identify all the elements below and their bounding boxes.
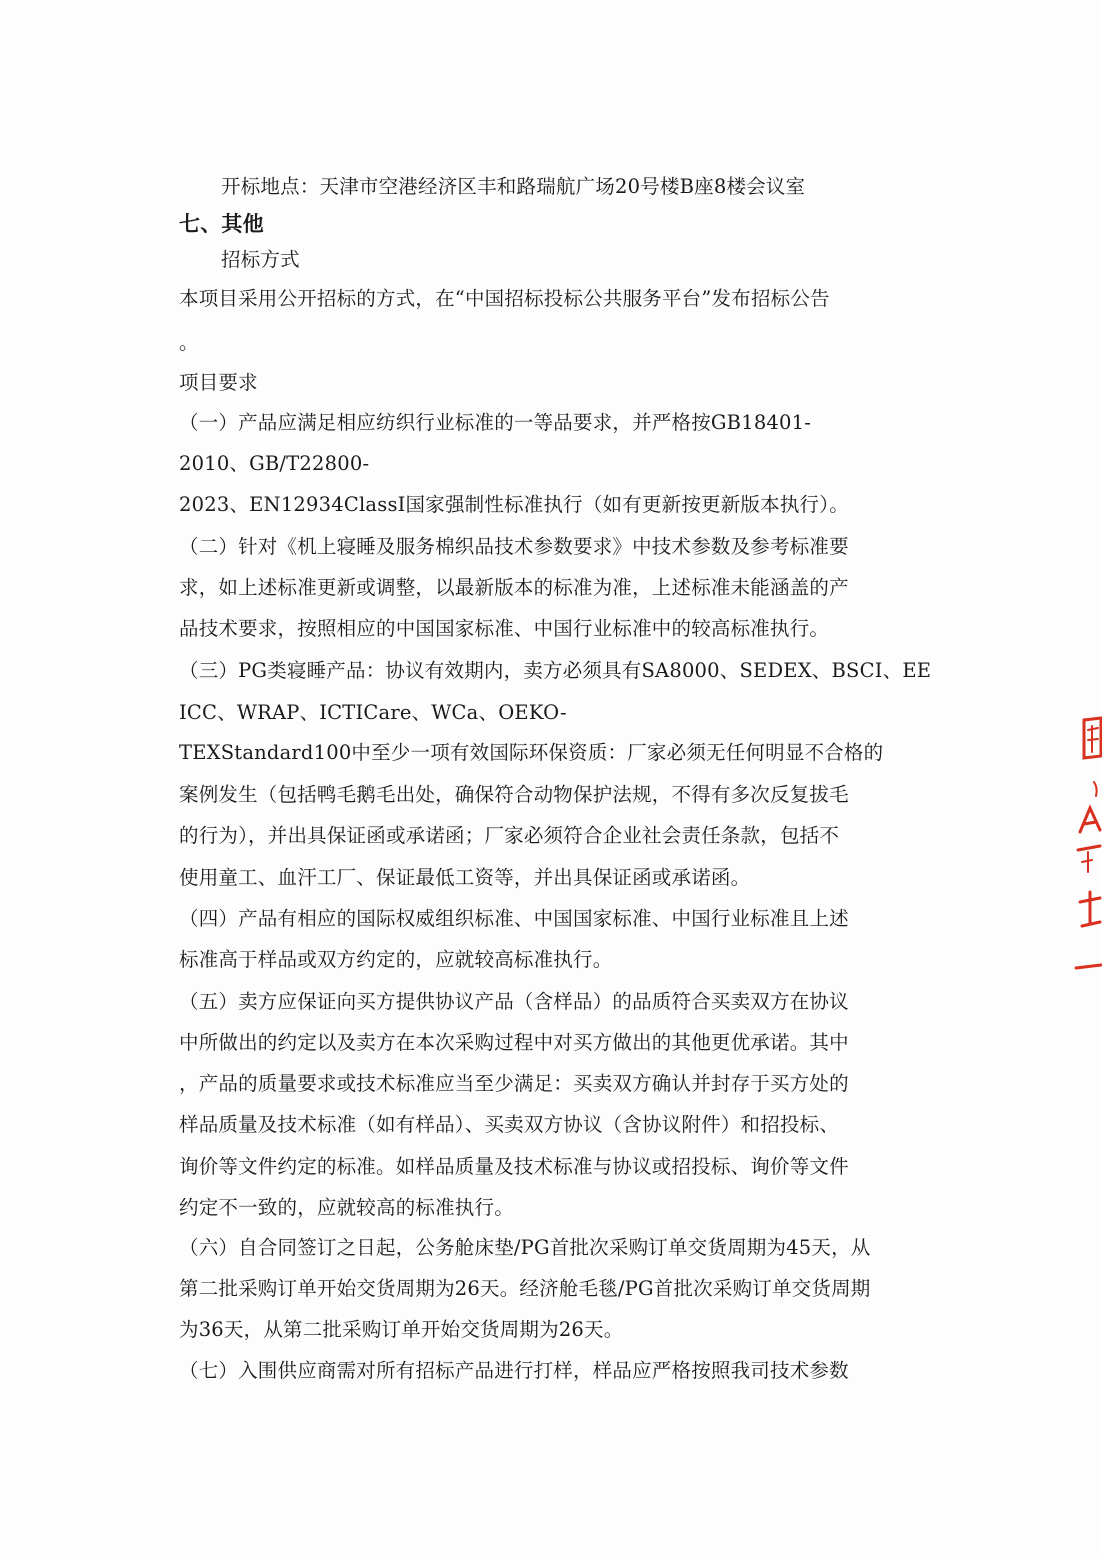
- paragraph-line: （一）产品应满足相应纺织行业标准的一等品要求，并严格按GB18401-: [179, 411, 812, 434]
- paragraph-line: 样品质量及技术标准（如有样品）、买卖双方协议（含协议附件）和招投标、: [179, 1113, 840, 1136]
- paragraph-line: （六）自合同签订之日起，公务舱床垫/PG首批次采购订单交货周期为45天，从: [179, 1236, 871, 1259]
- subheading-bidding-method: 招标方式: [221, 248, 300, 271]
- paragraph-line: 2023、EN12934ClassI国家强制性标准执行（如有更新按更新版本执行）。: [179, 493, 849, 516]
- paragraph-line: 。: [179, 331, 199, 354]
- paragraph-line: （三）PG类寝睡产品：协议有效期内，卖方必须具有SA8000、SEDEX、BSCI、EE: [179, 659, 932, 682]
- paragraph-line: 中所做出的约定以及卖方在本次采购过程中对买方做出的其他更优承诺。其中: [179, 1031, 849, 1054]
- paragraph-line: 品技术要求，按照相应的中国国家标准、中国行业标准中的较高标准执行。: [179, 617, 830, 640]
- paragraph-line: ICC、WRAP、ICTICare、WCa、OEKO-: [179, 701, 567, 724]
- paragraph-line: ，产品的质量要求或技术标准应当至少满足：买卖双方确认并封存于买方处的: [179, 1072, 849, 1095]
- bid-opening-location: 开标地点：天津市空港经济区丰和路瑞航广场20号楼B座8楼会议室: [221, 175, 806, 198]
- paragraph-line: （五）卖方应保证向买方提供协议产品（含样品）的品质符合买卖双方在协议: [179, 990, 849, 1013]
- paragraph-line: 的行为），并出具保证函或承诺函；厂家必须符合企业社会责任条款，包括不: [179, 824, 840, 847]
- paragraph-line: 第二批采购订单开始交货周期为26天。经济舱毛毯/PG首批次采购订单交货周期: [179, 1277, 871, 1300]
- paragraph-line: 本项目采用公开招标的方式，在“中国招标投标公共服务平台”发布招标公告: [179, 287, 830, 310]
- paragraph-line: 求，如上述标准更新或调整，以最新版本的标准为准，上述标准未能涵盖的产: [179, 576, 849, 599]
- paragraph-line: 为36天，从第二批采购订单开始交货周期为26天。: [179, 1318, 624, 1341]
- seal-stamp-partial: [1074, 712, 1102, 974]
- subheading-project-requirements: 项目要求: [179, 371, 258, 394]
- section-heading-other: 七、其他: [179, 211, 264, 236]
- paragraph-line: TEXStandard100中至少一项有效国际环保资质：厂家必须无任何明显不合格的: [179, 741, 884, 764]
- paragraph-line: （七）入围供应商需对所有招标产品进行打样，样品应严格按照我司技术参数: [179, 1359, 849, 1382]
- paragraph-line: 标准高于样品或双方约定的，应就较高标准执行。: [179, 948, 613, 971]
- paragraph-line: 约定不一致的，应就较高的标准执行。: [179, 1196, 514, 1219]
- paragraph-line: 案例发生（包括鸭毛鹅毛出处，确保符合动物保护法规，不得有多次反复拔毛: [179, 783, 849, 806]
- paragraph-line: （四）产品有相应的国际权威组织标准、中国国家标准、中国行业标准且上述: [179, 907, 849, 930]
- paragraph-line: 2010、GB/T22800-: [179, 452, 370, 475]
- paragraph-line: 使用童工、血汗工厂、保证最低工资等，并出具保证函或承诺函。: [179, 866, 751, 889]
- paragraph-line: 询价等文件约定的标准。如样品质量及技术标准与协议或招投标、询价等文件: [179, 1155, 849, 1178]
- paragraph-line: （二）针对《机上寝睡及服务棉织品技术参数要求》中技术参数及参考标准要: [179, 535, 849, 558]
